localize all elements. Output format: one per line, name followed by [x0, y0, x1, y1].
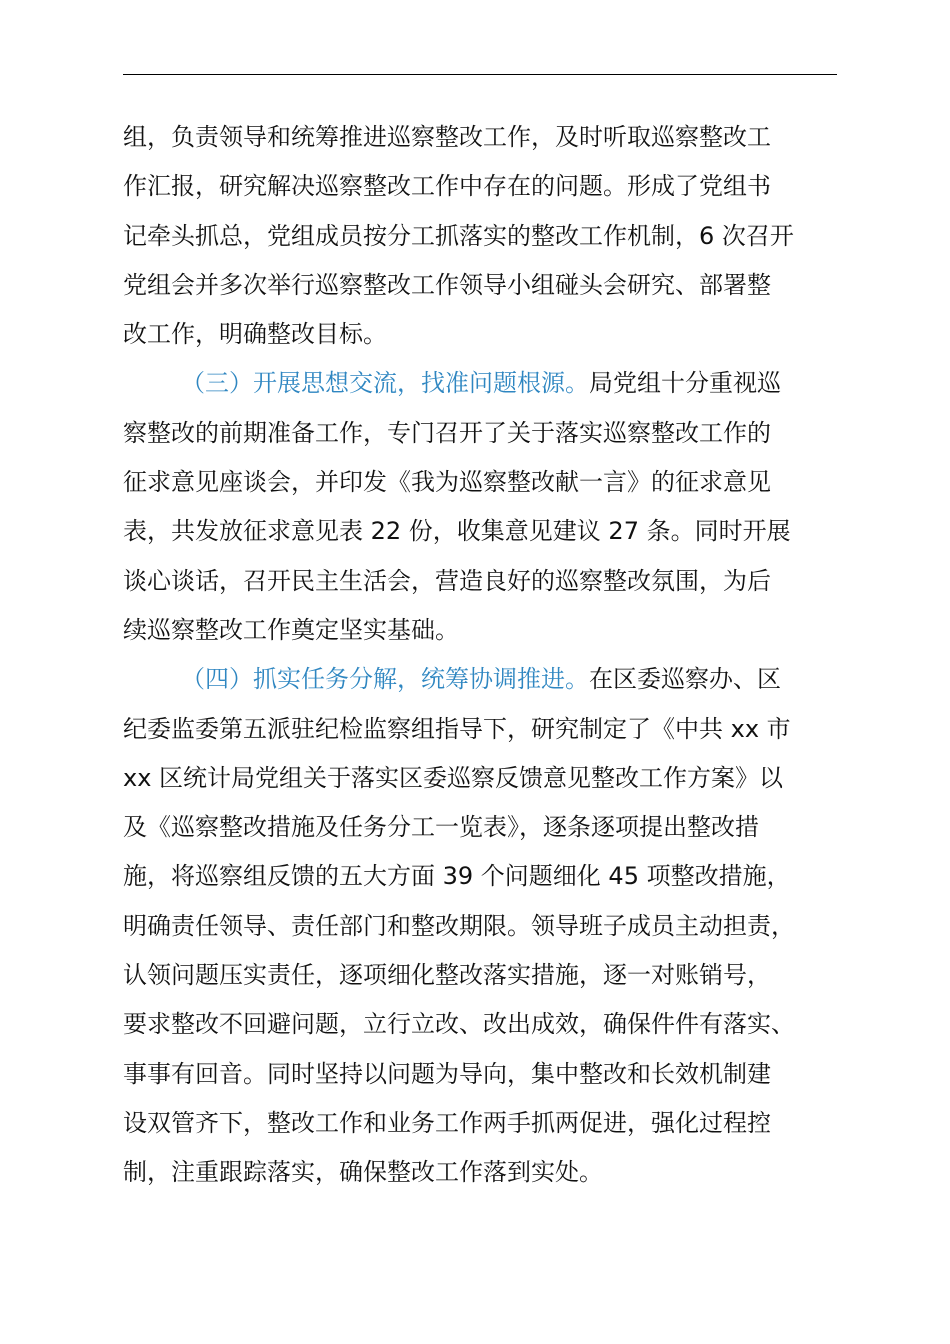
text-line: 要求整改不回避问题，立行立改、改出成效，确保件件有落实、 — [123, 1010, 795, 1039]
text-line: 表，共发放征求意见表 22 份，收集意见建议 27 条。同时开展 — [123, 517, 791, 546]
document-body — [123, 113, 863, 1198]
text-line: 续巡察整改工作奠定坚实基础。 — [123, 615, 459, 644]
text-line: 事事有回音。同时坚持以问题为导向，集中整改和长效机制建 — [123, 1059, 771, 1088]
text-line: 谈心谈话，召开民主生活会，营造良好的巡察整改氛围，为后 — [123, 566, 771, 595]
section-heading-3: （三）开展思想交流，找准问题根源。 — [181, 369, 589, 398]
paragraph-first-line — [123, 359, 863, 408]
text-line: 记牵头抓总，党组成员按分工抓落实的整改工作机制，6 次召开 — [123, 221, 794, 250]
text-line: 明确责任领导、责任部门和整改期限。领导班子成员主动担责， — [123, 911, 795, 940]
text-line: 设双管齐下，整改工作和业务工作两手抓两促进，强化过程控 — [123, 1108, 771, 1137]
text-span: 局党组十分重视巡 — [589, 369, 781, 398]
text-line: 征求意见座谈会，并印发《我为巡察整改献一言》的征求意见 — [123, 468, 771, 497]
text-line: 制，注重跟踪落实，确保整改工作落到实处。 — [123, 1158, 603, 1187]
header-rule — [123, 74, 837, 75]
text-line: 及《巡察整改措施及任务分工一览表》，逐条逐项提出整改措 — [123, 813, 759, 842]
text-line: 组，负责领导和统筹推进巡察整改工作，及时听取巡察整改工 — [123, 123, 771, 151]
text-line: 作汇报，研究解决巡察整改工作中存在的问题。形成了党组书 — [123, 172, 771, 201]
text-line: 纪委监委第五派驻纪检监察组指导下，研究制定了《中共 xx 市 — [123, 714, 791, 743]
paragraph-first-line — [123, 655, 863, 704]
text-line: 施，将巡察组反馈的五大方面 39 个问题细化 45 项整改措施， — [123, 862, 791, 891]
text-line: 认领问题压实责任，逐项细化整改落实措施，逐一对账销号， — [123, 961, 771, 990]
text-line: xx 区统计局党组关于落实区委巡察反馈意见整改工作方案》以 — [123, 763, 784, 792]
text-line: 党组会并多次举行巡察整改工作领导小组碰头会研究、部署整 — [123, 270, 771, 299]
section-heading-4: （四）抓实任务分解，统筹协调推进。 — [181, 665, 589, 694]
text-line: 察整改的前期准备工作，专门召开了关于落实巡察整改工作的 — [123, 418, 771, 447]
text-span: 在区委巡察办、区 — [589, 665, 781, 694]
text-line: 改工作，明确整改目标。 — [123, 320, 387, 349]
